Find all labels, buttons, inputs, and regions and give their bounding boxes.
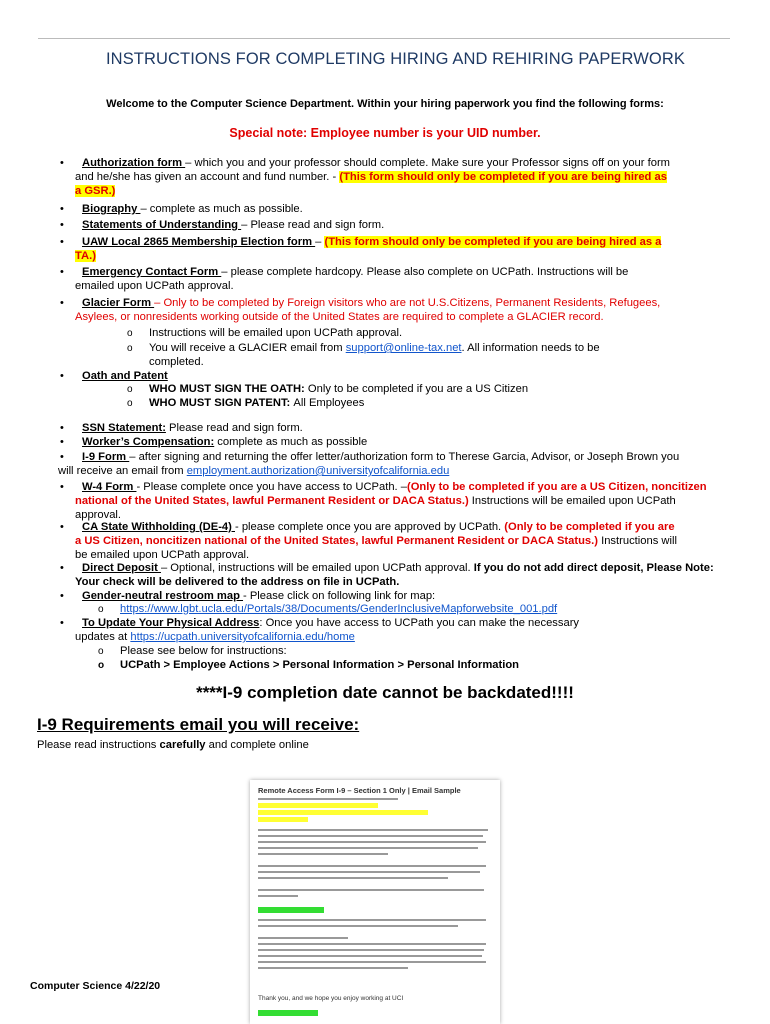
w4-line2: national of the United States, lawful Permanent Resident or DACA Status.) Instructions will be emailed upon UCPath (75, 495, 676, 507)
backdated-warning: ****I-9 completion date cannot be backdated!!!! (196, 683, 574, 702)
direct-deposit-line2: Your check will be delivered to the address on file in UCPath. (75, 576, 400, 588)
uaw-line2: TA.) (75, 250, 96, 262)
glacier-sub1: o Instructions will be emailed upon UCPath approval. (149, 327, 402, 340)
i9-line2: will receive an email from employment.authorization@universityofcalifornia.edu (58, 465, 450, 477)
list-item-biography: • Biography – complete as much as possible. (82, 203, 303, 216)
list-item-oath: • Oath and Patent (82, 370, 168, 383)
list-item-ssn: • SSN Statement: Please read and sign form. (82, 422, 303, 435)
de4-line3: be emailed upon UCPath approval. (75, 549, 250, 561)
list-item-restroom: • Gender-neutral restroom map - Please click on following link for map: (82, 590, 435, 603)
list-item-direct-deposit: • Direct Deposit – Optional, instructions will be emailed upon UCPath approval. If you do not add direct deposit, Please Note: (82, 562, 714, 575)
top-rule (38, 38, 730, 39)
list-item-authorization: • Authorization form – which you and your professor should complete. Make sure your Professor signs off on your form (82, 157, 670, 170)
footer-text: Computer Science 4/22/20 (30, 980, 161, 992)
oath-sub1: o WHO MUST SIGN THE OATH: Only to be completed if you are a US Citizen (149, 383, 528, 396)
email-sample-image (250, 780, 500, 1024)
read-instructions: Please read instructions carefully and complete online (37, 739, 309, 751)
support-email-link[interactable]: support@online-tax.net (345, 342, 462, 354)
emergency-line2: emailed upon UCPath approval. (75, 280, 234, 292)
list-item-emergency: • Emergency Contact Form – please complete hardcopy. Please also complete on UCPath. Instructions will be (82, 266, 628, 279)
list-item-glacier: • Glacier Form – Only to be completed by Foreign visitors who are not U.S.Citizens, Permanent Residents, Refugees, (82, 297, 660, 310)
list-item-w4: • W-4 Form - Please complete once you have access to UCPath. –(Only to be completed if you are a US Citizen, noncitizen (82, 481, 707, 494)
authorization-line2: and he/she has given an account and fund number. - (This form should only be completed if you are being hired as (75, 171, 667, 183)
email-sample-signoff: Thank you, and we hope you enjoy working at UCI (258, 995, 404, 1002)
list-item-de4: • CA State Withholding (DE-4) - please complete once you are approved by UCPath. (Only to be completed if you are (82, 521, 675, 534)
list-item-i9: • I-9 Form – after signing and returning the offer letter/authorization form to Therese Garcia, Advisor, or Joseph Brown you (82, 451, 679, 464)
authorization-form-label: Authorization form (82, 157, 186, 169)
list-item-statements: • Statements of Understanding – Please read and sign form. (82, 219, 384, 232)
glacier-sub2: o You will receive a GLACIER email from support@online-tax.net. All information needs to be (149, 342, 600, 355)
address-sub2: o UCPath > Employee Actions > Personal Information > Personal Information (120, 659, 519, 672)
restroom-sub (120, 603, 557, 616)
w4-line3: approval. (75, 509, 122, 521)
glacier-sub2-cont: completed. (149, 356, 204, 368)
glacier-line2: Asylees, or nonresidents working outside of the United States are required to complete a GLACIER record. (75, 311, 604, 323)
address-sub1: o Please see below for instructions: (120, 645, 287, 658)
oath-sub2: o WHO MUST SIGN PATENT: All Employees (149, 397, 364, 410)
page-title: INSTRUCTIONS FOR COMPLETING HIRING AND REHIRING PAPERWORK (106, 50, 685, 68)
de4-line2: a US Citizen, noncitizen national of the United States, lawful Permanent Resident or DACA Status.) Instructions will (75, 535, 677, 547)
special-note: Special note: Employee number is your UID number. (229, 126, 541, 140)
list-item-workers: • Worker’s Compensation: complete as much as possible (82, 436, 367, 449)
restroom-map-link[interactable]: https://www.lgbt.ucla.edu/Portals/38/Documents/GenderInclusiveMapforwebsite_001.pdf (120, 603, 558, 615)
employment-authorization-link[interactable]: employment.authorization@universityofcalifornia.edu (186, 465, 450, 477)
email-sample-title: Remote Access Form I-9 – Section 1 Only | Email Sample (258, 786, 461, 795)
list-item-uaw: • UAW Local 2865 Membership Election form – (This form should only be completed if you are being hired as a (82, 236, 661, 249)
i9-requirements-heading: I-9 Requirements email you will receive: (37, 715, 360, 734)
list-item-address: • To Update Your Physical Address: Once you have access to UCPath you can make the necessary (82, 617, 579, 630)
ucpath-link[interactable]: https://ucpath.universityofcalifornia.edu/home (130, 631, 355, 643)
welcome-text: Welcome to the Computer Science Department. Within your hiring paperwork you find the following forms: (106, 98, 664, 110)
authorization-line3: a GSR.) (75, 185, 116, 197)
address-line2: updates at https://ucpath.universityofcalifornia.edu/home (75, 631, 355, 643)
